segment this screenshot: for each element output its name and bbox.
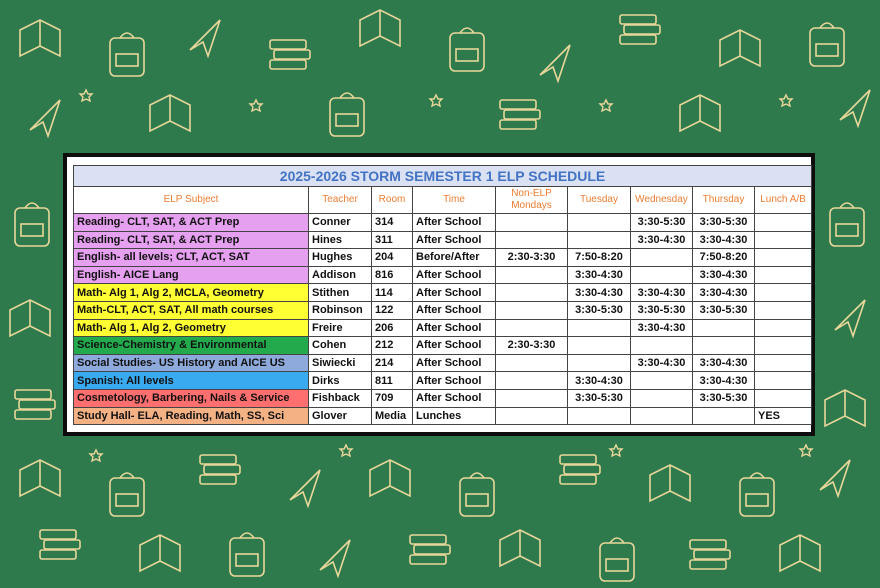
- table-row: [74, 214, 812, 232]
- cell-lunch: YES: [755, 407, 812, 425]
- cell-monday: [496, 301, 568, 319]
- col-header-tuesday: Tuesday: [568, 187, 631, 214]
- cell-subject: Science-Chemistry & Environmental: [74, 337, 309, 355]
- cell-monday: [496, 389, 568, 407]
- cell-monday: [496, 214, 568, 232]
- cell-monday: 2:30-3:30: [496, 337, 568, 355]
- cell-lunch: [755, 214, 812, 232]
- cell-time: After School: [413, 319, 496, 337]
- col-header-time: Time: [413, 187, 496, 214]
- cell-subject: Spanish: All levels: [74, 372, 309, 390]
- col-header-monday: Non-ELP Mondays: [496, 187, 568, 214]
- cell-room: 709: [372, 389, 413, 407]
- cell-room: 214: [372, 354, 413, 372]
- cell-subject: English- AICE Lang: [74, 266, 309, 284]
- page-title: 2025-2026 STORM SEMESTER 1 ELP SCHEDULE: [74, 166, 812, 187]
- cell-tuesday: [568, 337, 631, 355]
- cell-subject: English- all levels; CLT, ACT, SAT: [74, 249, 309, 267]
- cell-time: After School: [413, 337, 496, 355]
- cell-lunch: [755, 372, 812, 390]
- cell-thursday: 3:30-5:30: [693, 389, 755, 407]
- cell-subject: Cosmetology, Barbering, Nails & Service: [74, 389, 309, 407]
- cell-teacher: Hughes: [309, 249, 372, 267]
- cell-tuesday: 3:30-5:30: [568, 389, 631, 407]
- cell-subject: Math- Alg 1, Alg 2, Geometry: [74, 319, 309, 337]
- cell-subject: Study Hall- ELA, Reading, Math, SS, Sci: [74, 407, 309, 425]
- schedule-card: [63, 153, 815, 436]
- table-row: [74, 301, 812, 319]
- cell-time: After School: [413, 284, 496, 302]
- cell-room: 206: [372, 319, 413, 337]
- cell-lunch: [755, 337, 812, 355]
- cell-time: Before/After: [413, 249, 496, 267]
- cell-lunch: [755, 284, 812, 302]
- cell-lunch: [755, 266, 812, 284]
- col-header-teacher: Teacher: [309, 187, 372, 214]
- cell-lunch: [755, 389, 812, 407]
- table-row: [74, 284, 812, 302]
- cell-teacher: Glover: [309, 407, 372, 425]
- table-row: [74, 266, 812, 284]
- cell-time: After School: [413, 214, 496, 232]
- cell-wednesday: 3:30-5:30: [631, 301, 693, 319]
- cell-tuesday: 3:30-5:30: [568, 301, 631, 319]
- cell-teacher: Conner: [309, 214, 372, 232]
- cell-thursday: 3:30-4:30: [693, 354, 755, 372]
- cell-room: 212: [372, 337, 413, 355]
- cell-lunch: [755, 301, 812, 319]
- cell-thursday: 3:30-5:30: [693, 214, 755, 232]
- cell-thursday: 3:30-5:30: [693, 301, 755, 319]
- cell-monday: [496, 231, 568, 249]
- cell-wednesday: [631, 407, 693, 425]
- cell-teacher: Robinson: [309, 301, 372, 319]
- cell-wednesday: 3:30-4:30: [631, 319, 693, 337]
- cell-teacher: Cohen: [309, 337, 372, 355]
- cell-wednesday: 3:30-4:30: [631, 284, 693, 302]
- cell-tuesday: [568, 319, 631, 337]
- table-row: [74, 372, 812, 390]
- schedule-table: [73, 165, 812, 425]
- cell-lunch: [755, 319, 812, 337]
- cell-thursday: [693, 319, 755, 337]
- cell-thursday: [693, 407, 755, 425]
- cell-thursday: 3:30-4:30: [693, 372, 755, 390]
- cell-wednesday: 3:30-4:30: [631, 354, 693, 372]
- cell-wednesday: [631, 372, 693, 390]
- cell-time: After School: [413, 231, 496, 249]
- col-header-wednesday: Wednesday: [631, 187, 693, 214]
- cell-room: 204: [372, 249, 413, 267]
- cell-wednesday: [631, 389, 693, 407]
- table-row: [74, 249, 812, 267]
- cell-subject: Math-CLT, ACT, SAT, All math courses: [74, 301, 309, 319]
- cell-monday: [496, 372, 568, 390]
- table-row: [74, 231, 812, 249]
- col-header-lunch: Lunch A/B: [755, 187, 812, 214]
- table-row: [74, 319, 812, 337]
- cell-tuesday: 3:30-4:30: [568, 266, 631, 284]
- cell-room: 311: [372, 231, 413, 249]
- col-header-subject: ELP Subject: [74, 187, 309, 214]
- cell-thursday: 3:30-4:30: [693, 266, 755, 284]
- cell-monday: [496, 319, 568, 337]
- cell-lunch: [755, 354, 812, 372]
- cell-time: After School: [413, 372, 496, 390]
- cell-tuesday: [568, 214, 631, 232]
- cell-room: Media: [372, 407, 413, 425]
- cell-teacher: Addison: [309, 266, 372, 284]
- cell-teacher: Hines: [309, 231, 372, 249]
- cell-monday: [496, 354, 568, 372]
- cell-room: 114: [372, 284, 413, 302]
- cell-teacher: Freire: [309, 319, 372, 337]
- cell-time: After School: [413, 389, 496, 407]
- cell-time: After School: [413, 354, 496, 372]
- cell-tuesday: [568, 231, 631, 249]
- table-row: [74, 407, 812, 425]
- cell-teacher: Dirks: [309, 372, 372, 390]
- cell-lunch: [755, 249, 812, 267]
- cell-subject: Social Studies- US History and AICE US: [74, 354, 309, 372]
- cell-time: Lunches: [413, 407, 496, 425]
- cell-teacher: Siwiecki: [309, 354, 372, 372]
- col-header-thursday: Thursday: [693, 187, 755, 214]
- cell-wednesday: 3:30-4:30: [631, 231, 693, 249]
- cell-time: After School: [413, 266, 496, 284]
- cell-subject: Reading- CLT, SAT, & ACT Prep: [74, 214, 309, 232]
- cell-tuesday: [568, 354, 631, 372]
- cell-teacher: Fishback: [309, 389, 372, 407]
- cell-wednesday: 3:30-5:30: [631, 214, 693, 232]
- cell-subject: Math- Alg 1, Alg 2, MCLA, Geometry: [74, 284, 309, 302]
- cell-room: 122: [372, 301, 413, 319]
- cell-subject: Reading- CLT, SAT, & ACT Prep: [74, 231, 309, 249]
- cell-tuesday: [568, 407, 631, 425]
- cell-monday: [496, 407, 568, 425]
- cell-monday: 2:30-3:30: [496, 249, 568, 267]
- cell-thursday: 3:30-4:30: [693, 284, 755, 302]
- cell-wednesday: [631, 249, 693, 267]
- cell-room: 314: [372, 214, 413, 232]
- cell-tuesday: 7:50-8:20: [568, 249, 631, 267]
- table-row: [74, 389, 812, 407]
- cell-monday: [496, 266, 568, 284]
- table-row: [74, 354, 812, 372]
- cell-time: After School: [413, 301, 496, 319]
- cell-thursday: [693, 337, 755, 355]
- cell-monday: [496, 284, 568, 302]
- cell-room: 816: [372, 266, 413, 284]
- table-row: [74, 337, 812, 355]
- cell-thursday: 7:50-8:20: [693, 249, 755, 267]
- cell-wednesday: [631, 266, 693, 284]
- cell-teacher: Stithen: [309, 284, 372, 302]
- cell-thursday: 3:30-4:30: [693, 231, 755, 249]
- cell-room: 811: [372, 372, 413, 390]
- cell-tuesday: 3:30-4:30: [568, 372, 631, 390]
- cell-lunch: [755, 231, 812, 249]
- col-header-room: Room: [372, 187, 413, 214]
- cell-tuesday: 3:30-4:30: [568, 284, 631, 302]
- cell-wednesday: [631, 337, 693, 355]
